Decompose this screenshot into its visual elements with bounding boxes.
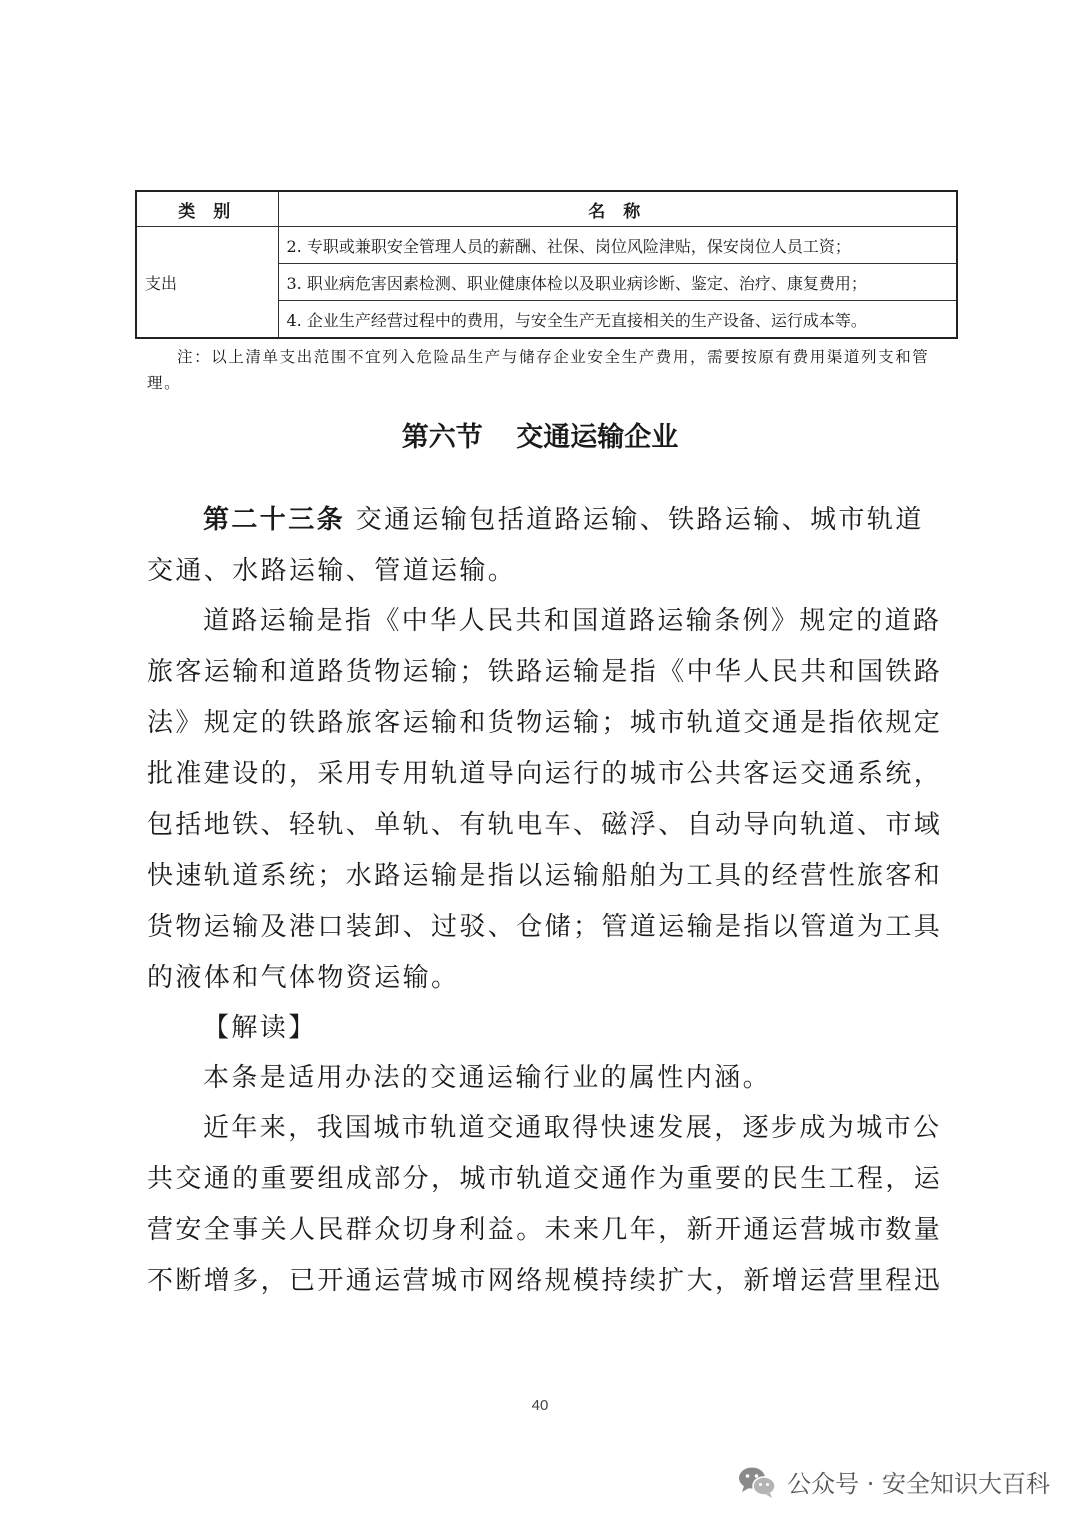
interpretation-paragraph-1: 本条是适用办法的交通运输行业的属性内涵。	[203, 1063, 772, 1093]
table-cell-item-3: 3. 职业病危害因素检测、职业健康体检以及职业病诊断、鉴定、治疗、康复费用；	[278, 264, 957, 301]
article-paragraph	[147, 495, 947, 597]
watermark-text: 公众号 · 安全知识大百科	[787, 1470, 1050, 1498]
definition-paragraph: 道路运输是指《中华人民共和国道路运输条例》规定的道路旅客运输和道路货物运输；铁路运输是指《中华人民共和国铁路法》规定的铁路旅客运输和货物运输；城市轨道交通是指依规定批准建设的，采用专用轨道导向运行的城市公共客运交通系统，包括地铁、轻轨、单轨、有轨电车、磁浮、自动导向轨道、市域快速轨道系统；水路运输是指以运输船舶为工具的经营性旅客和货物运输及港口装卸、过驳、仓储；管道运输是指以管道为工具的液体和气体物资运输。	[147, 606, 943, 993]
table-note: 注：以上清单支出范围不宜列入危险品生产与储存企业安全生产费用，需要按原有费用渠道列支和管理。	[147, 348, 930, 392]
wechat-watermark	[737, 1464, 1050, 1499]
article-text: 交通运输包括道路运输、铁路运输、城市轨道交通、水路运输、管道运输。	[147, 505, 924, 586]
table-row	[136, 227, 957, 264]
header-name: 名 称	[278, 191, 957, 227]
article-number: 第二十三条	[203, 505, 346, 535]
expense-table	[135, 190, 958, 339]
expense-table-container	[135, 190, 958, 339]
table-header-row	[136, 191, 957, 227]
header-category: 类 别	[136, 191, 278, 227]
interpretation-label: 【解读】	[203, 1013, 317, 1043]
interpretation-paragraph-2: 近年来，我国城市轨道交通取得快速发展，逐步成为城市公共交通的重要组成部分，城市轨道交通作为重要的民生工程，运营安全事关人民群众切身利益。未来几年，新开通运营城市数量不断增多，已开通运营城市网络规模持续扩大，新增运营里程迅	[147, 1113, 943, 1296]
table-cell-item-4: 4. 企业生产经营过程中的费用，与安全生产无直接相关的生产设备、运行成本等。	[278, 301, 957, 339]
page-number: 40	[531, 1397, 549, 1414]
table-cell-item-2: 2. 专职或兼职安全管理人员的薪酬、社保、岗位风险津贴，保安岗位人员工资；	[278, 227, 957, 264]
category-cell: 支出	[136, 227, 278, 339]
section-title: 第六节 交通运输企业	[401, 422, 679, 453]
wechat-icon	[737, 1465, 777, 1499]
